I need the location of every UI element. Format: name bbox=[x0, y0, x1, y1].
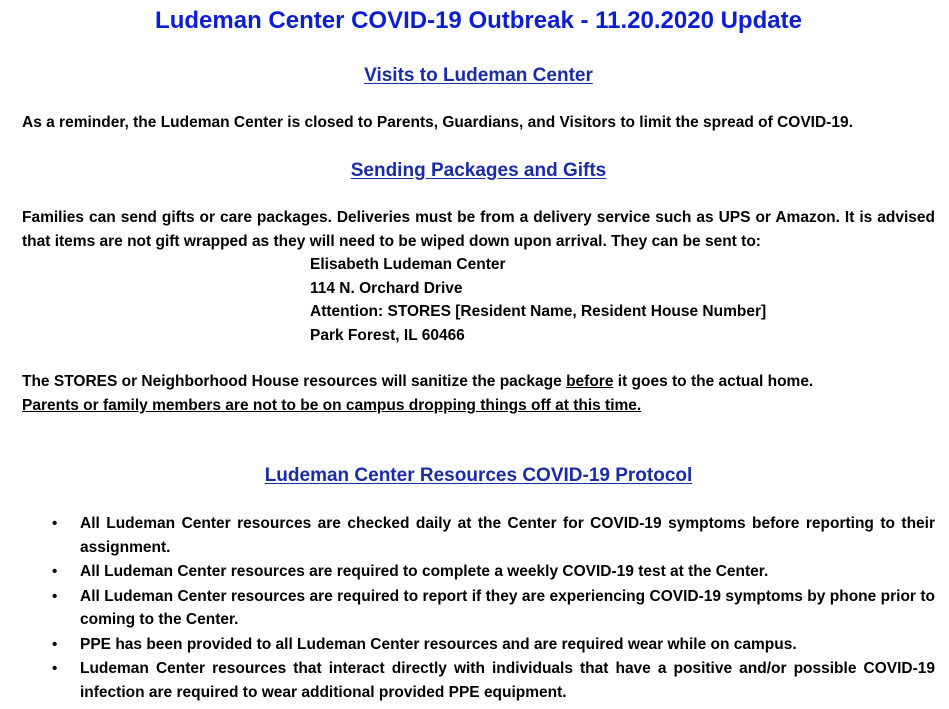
section-heading-packages bbox=[22, 159, 935, 183]
list-item bbox=[22, 585, 935, 632]
list-item bbox=[22, 657, 935, 704]
protocol-heading-link[interactable]: Ludeman Center Resources COVID-19 Protocol bbox=[264, 465, 693, 486]
sanitize-emphasis: before bbox=[566, 373, 614, 390]
protocol-list bbox=[22, 512, 935, 705]
section-heading-protocol bbox=[22, 464, 935, 488]
sanitize-paragraph bbox=[22, 370, 935, 394]
address-line: Attention: STORES [Resident Name, Resident House Number] bbox=[310, 303, 767, 320]
mailing-address bbox=[310, 253, 766, 347]
list-item-text: All Ludeman Center resources are checked daily at the Center for COVID-19 symptoms before reporting to their assignment. bbox=[80, 515, 935, 556]
address-line: Park Forest, IL 60466 bbox=[310, 326, 465, 344]
bullet-icon: • bbox=[52, 515, 58, 532]
sanitize-text-start: The STORES or Neighborhood House resources will sanitize the package bbox=[22, 373, 567, 390]
campus-notice: Parents or family members are not to be on campus dropping things off at this time. bbox=[22, 397, 642, 414]
section-heading-visits bbox=[22, 64, 935, 88]
visits-paragraph: As a reminder, the Ludeman Center is closed to Parents, Guardians, and Visitors to limit the spread of COVID-19. bbox=[22, 114, 853, 131]
packages-heading-link[interactable]: Sending Packages and Gifts bbox=[350, 160, 607, 181]
list-item-text: Ludeman Center resources that interact directly with individuals that have a positive and/or possible COVID-19 infection are required to wear additional provided PPE equipment. bbox=[80, 660, 935, 701]
list-item bbox=[22, 633, 935, 657]
list-item-text: PPE has been provided to all Ludeman Center resources and are required wear while on campus. bbox=[80, 635, 797, 653]
list-item-text: All Ludeman Center resources are required to report if they are experiencing COVID-19 symptoms by phone prior to coming to the Center. bbox=[80, 587, 935, 628]
list-item-text: All Ludeman Center resources are required to complete a weekly COVID-19 test at the Center. bbox=[80, 563, 769, 580]
list-item bbox=[22, 560, 935, 584]
visits-heading-link[interactable]: Visits to Ludeman Center bbox=[364, 65, 593, 86]
address-line: 114 N. Orchard Drive bbox=[310, 279, 463, 297]
list-item bbox=[22, 512, 935, 559]
bullet-icon: • bbox=[52, 635, 58, 653]
packages-paragraph: Families can send gifts or care packages. Deliveries must be from a delivery service such as UPS or Amazon. It is advised that items are not gift wrapped as they will need to be wiped down upon arrival. They can be sent to: bbox=[22, 209, 935, 250]
bullet-icon: • bbox=[52, 563, 58, 580]
bullet-icon: • bbox=[52, 587, 58, 605]
address-line: Elisabeth Ludeman Center bbox=[310, 256, 506, 273]
bullet-icon: • bbox=[52, 660, 58, 677]
sanitize-text-end: it goes to the actual home. bbox=[613, 373, 814, 390]
page-title: Ludeman Center COVID-19 Outbreak - 11.20.2020 Update bbox=[155, 7, 802, 34]
